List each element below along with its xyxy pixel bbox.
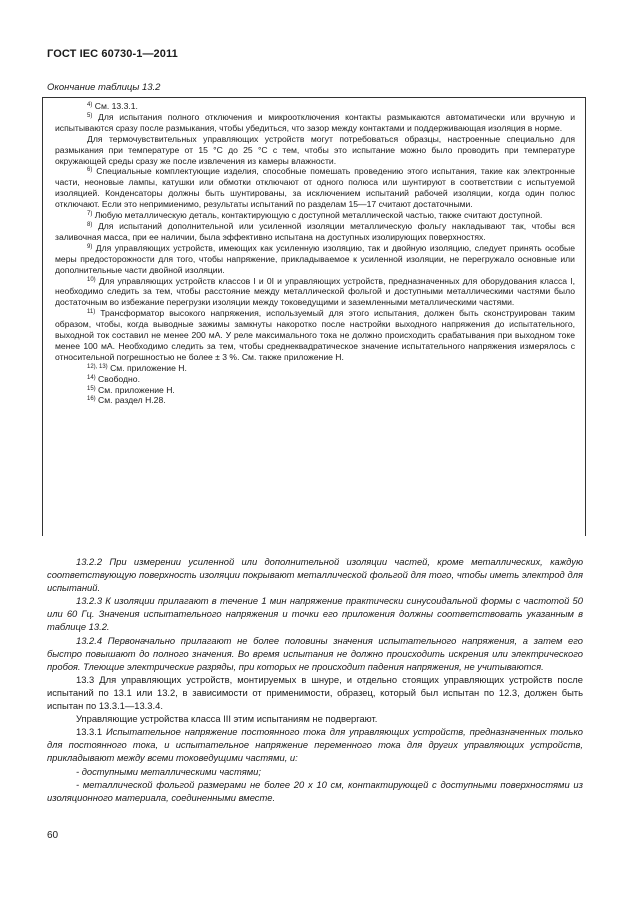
- clause-number: 13.3.1: [76, 726, 106, 738]
- footnote-marker: 12), 13): [87, 363, 108, 370]
- footnote-marker: 14): [87, 374, 96, 381]
- footnote-marker: 10): [87, 276, 96, 283]
- body-paragraph: [47, 594, 583, 633]
- footnote: [55, 210, 575, 221]
- body-paragraph: [47, 673, 583, 712]
- footnote-text: Для термочувствительных управляющих устройств могут потребоваться образцы, настроенные специально для размыкания при температуре от 15 °С до 25 °С с тем, чтобы это испытание можно было проводить при температуре окружающей среды сразу же после извлечения из камеры влажности.: [55, 133, 575, 166]
- footnote-marker: 11): [87, 309, 96, 316]
- footnote: [55, 101, 575, 112]
- footnote: [55, 134, 575, 167]
- paragraph-text: - доступными металлическими частями;: [76, 765, 261, 777]
- body-paragraph: [47, 555, 583, 594]
- footnote-text: Трансформатор высокого напряжения, используемый для этого испытания, должен быть сконструирован таким образом, чтобы, когда выводные зажимы замкнуты накоротко после настройки выходного напряжения до испытательного, выходной ток составил не менее 200 мА. У реле максимального тока не должно происходить срабатывания при выходном токе менее 100 мА. Необходимо следить за тем, чтобы среднеквадратическое значение испытательного напряжения измерялось с относительной погрешностью не более ± 3 %. См. также приложение Н.: [55, 308, 575, 362]
- footnote: [55, 166, 575, 210]
- document-header: ГОСТ IEC 60730-1—2011: [47, 48, 178, 60]
- body-paragraph: [47, 634, 583, 673]
- footnote: [55, 374, 575, 385]
- footnote-marker: 9): [87, 243, 93, 250]
- table-notes: [55, 101, 575, 406]
- footnote-text: Для испытаний дополнительной или усиленной изоляции металлическую фольгу накладывают так, чтобы вся заливочная масса, при ее наличии, была эффективно испытана на доступных изолирующих поверхностях.: [55, 220, 575, 242]
- body-paragraph: [47, 725, 583, 764]
- footnote-marker: 7): [87, 211, 93, 218]
- footnote-text: Специальные комплектующие изделия, способные помешать проведению этого испытания, такие как электронные части, неоновые лампы, катушки или обмотки отключают от одного полюса или шунтируют в соответствии с испытуемой изоляцией. Конденсаторы должны быть шунтированы, за исключением испытаний рабочей изоляции, когда один полюс отключают. Если это непримиенимо, результаты испытаний по разделам 15—17 считают достаточными.: [55, 166, 575, 210]
- body-paragraph: [47, 765, 583, 778]
- paragraph-text: 13.2.3 К изоляции прилагают в течение 1 мин напряжение практически синусоидальной формы с частотой 50 или 60 Гц. Значения испытательного напряжения и точки его приложения должны соответствовать указанным в таблице 13.2.: [47, 595, 583, 633]
- footnote: [55, 243, 575, 276]
- table-caption: Окончание таблицы 13.2: [47, 82, 161, 93]
- paragraph-text: 13.2.2 При измерении усиленной или дополнительной изоляции частей, кроме металлических, каждую соответствующую поверхность изоляции покрывают металлической фольгой для того, чтобы иметь электрод для испытаний.: [47, 556, 583, 594]
- footnote: [55, 276, 575, 309]
- footnote-text: См. 13.3.1.: [92, 101, 138, 111]
- paragraph-text: Испытательное напряжение постоянного тока для управляющих устройств, предназначенных только для постоянного тока, и испытательное напряжение переменного тока для других управляющих устройств, прикладывают между всеми токоведущими частями, и:: [47, 726, 583, 764]
- footnote-text: Свободно.: [95, 373, 140, 384]
- footnote-text: См. раздел Н.28.: [95, 395, 166, 406]
- footnote-marker: 5): [87, 112, 93, 119]
- main-text: [47, 555, 583, 804]
- footnote-marker: 4): [87, 102, 93, 108]
- paragraph-text: Управляющие устройства класса III этим испытаниям не подвергают.: [76, 713, 378, 725]
- footnote: [55, 308, 575, 363]
- footnote-text: Для управляющих устройств, имеющих как усиленную изоляцию, так и двойную изоляцию, следует принять особые меры предосторожности для того, чтобы напряжение, прикладываемое к усиленной изоляции, не перегружало основные или дополнительные части двойной изоляции.: [55, 242, 575, 275]
- footnote-text: См. приложение Н.: [107, 362, 187, 373]
- footnote-marker: 8): [87, 221, 93, 228]
- footnote-text: См. приложение Н.: [95, 384, 175, 395]
- footnote: [55, 385, 575, 396]
- paragraph-text: 13.2.4 Первоначально прилагают не более половины значения испытательного напряжения, а затем его быстро повышают до полного значения. Во время испытания не должно происходить искрения или электрического пробоя. Тлеющие электрические разряды, при которых не происходит падения напряжения, не учитываются.: [47, 634, 583, 672]
- paragraph-text: 13.3 Для управляющих устройств, монтируемых в шнуре, и отдельно стоящих управляющих устройств после испытаний по 13.1 или 13.2, в зависимости от применимости, образец, который был испытан по 12.3, должен быть испытан по 13.3.1—13.3.4.: [47, 673, 583, 712]
- paragraph-text: - металлической фольгой размерами не более 20 х 10 см, контактирующей с доступными поверхностями из изоляционного материала, соединенными вместе.: [47, 778, 583, 803]
- footnote: [55, 395, 575, 406]
- footnote: [55, 221, 575, 243]
- footnote-text: Для управляющих устройств классов I и 0I и управляющих устройств, предназначенных для оборудования класса I, необходимо следить за тем, чтобы расстояние между металлической фольгой и доступными металлическими частями было достаточным во избежание перегрузки изоляции между токоведущими и заземленными металлическими частями.: [55, 275, 575, 308]
- footnote-text: Любую металлическую деталь, контактирующую с доступной металлической частью, также считают доступной.: [92, 210, 543, 221]
- footnote-marker: 16): [87, 396, 96, 403]
- page-number: 60: [47, 830, 59, 841]
- footnote-marker: 15): [87, 385, 96, 392]
- footnote-marker: 6): [87, 167, 93, 174]
- body-paragraph: [47, 712, 583, 725]
- footnote: [55, 112, 575, 134]
- body-paragraph: [47, 778, 583, 804]
- footnote: [55, 363, 575, 374]
- footnote-text: Для испытания полного отключения и микроотключения контакты размыкаются автоматически или вручную и испытываются сразу после размыкания, чтобы убедиться, что зазор между контактами и поддерживающая изоляция в норме.: [55, 111, 575, 133]
